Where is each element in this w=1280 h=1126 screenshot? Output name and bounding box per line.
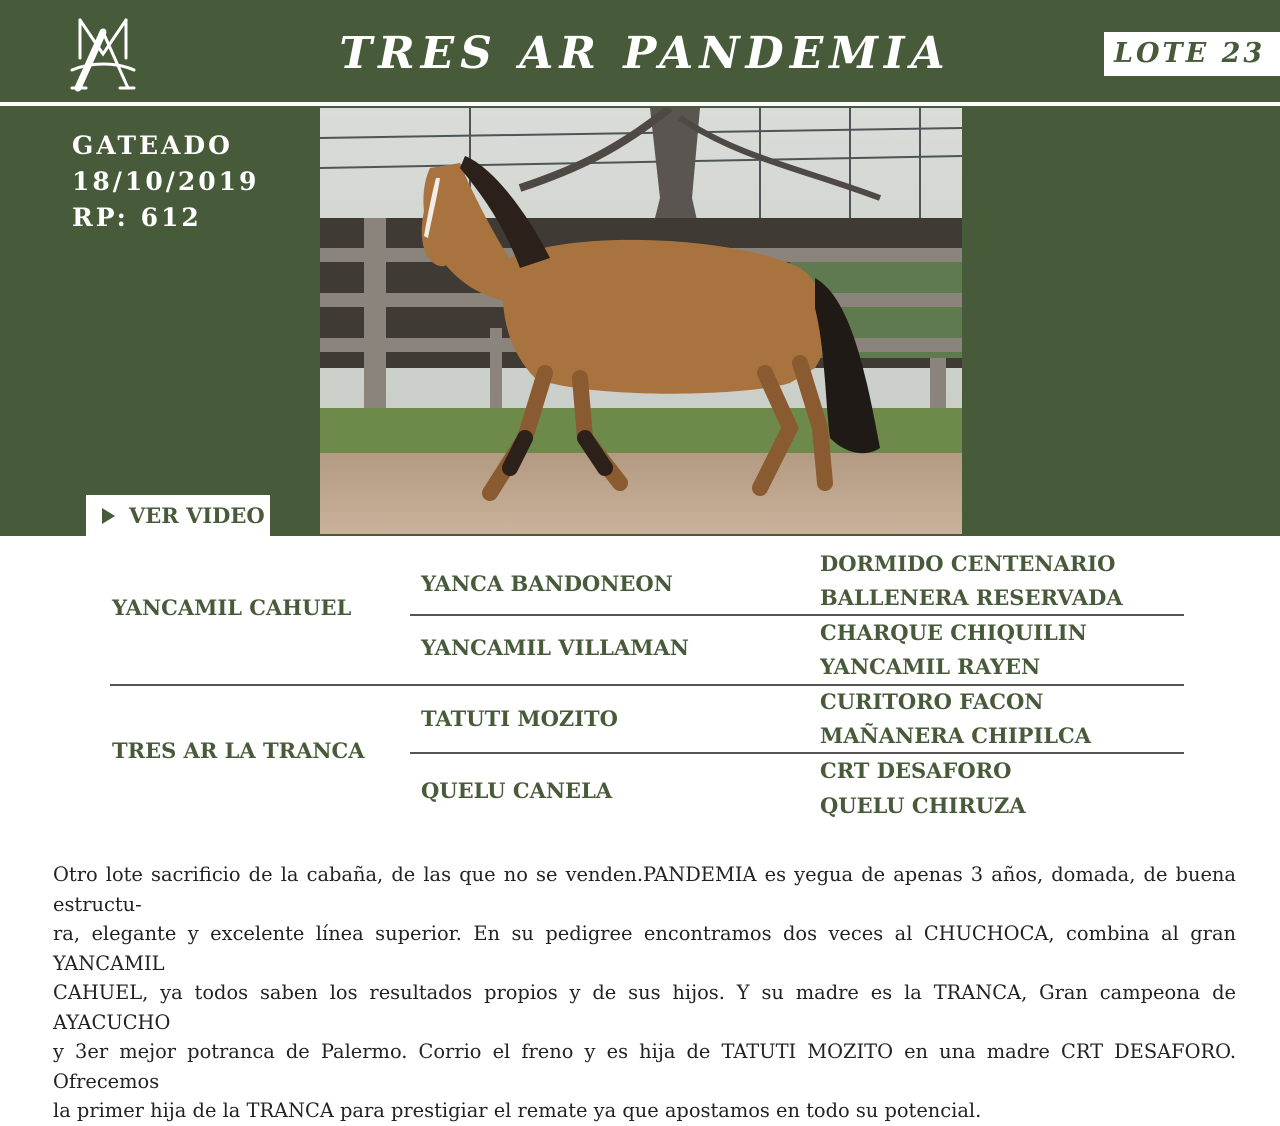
pedigree-ggp-6: MAÑANERA CHIPILCA <box>820 723 1092 748</box>
description-line: ra, elegante y excelente línea superior. En su pedigree encontramos dos veces al CHUCHOCA, combina al gran YANCAMIL <box>53 922 1236 975</box>
pedigree-sire-sire: YANCA BANDONEON <box>421 571 673 596</box>
pedigree-ggp-7: CRT DESAFORO <box>820 758 1012 783</box>
pedigree-ggp-5: CURITORO FACON <box>820 689 1044 714</box>
horse-photo <box>320 108 962 534</box>
pedigree-sire-dam: YANCAMIL VILLAMAN <box>421 635 689 660</box>
birth-date: 18/10/2019 <box>72 167 260 196</box>
monogram-logo-icon <box>66 14 140 94</box>
pedigree-ggp-1: DORMIDO CENTENARIO <box>820 551 1116 576</box>
pedigree-dam-dam: QUELU CANELA <box>421 778 613 803</box>
coat-color: GATEADO <box>72 131 233 160</box>
lot-badge: LOTE 23 <box>1104 32 1280 76</box>
horse-illustration <box>320 108 962 534</box>
pedigree-ggp-8: QUELU CHIRUZA <box>820 793 1026 818</box>
pedigree-divider <box>410 614 1184 616</box>
pedigree-dam: TRES AR LA TRANCA <box>112 738 365 763</box>
pedigree-ggp-3: CHARQUE CHIQUILIN <box>820 620 1087 645</box>
description-line: CAHUEL, ya todos saben los resultados propios y de sus hijos. Y su madre es la TRANCA, Gran campeona de AYACUCHO <box>53 981 1236 1034</box>
description-line: Otro lote sacrificio de la cabaña, de las que no se venden.PANDEMIA es yegua de apenas 3 años, domada, de buena estructu- <box>53 863 1236 916</box>
pedigree-ggp-2: BALLENERA RESERVADA <box>820 585 1123 610</box>
pedigree-dam-sire: TATUTI MOZITO <box>421 706 618 731</box>
ver-video-button[interactable] <box>86 495 270 536</box>
page-title: TRES AR PANDEMIA <box>339 28 951 79</box>
horse-info <box>72 128 259 236</box>
rp-number: RP: 612 <box>72 203 202 232</box>
pedigree-ggp-4: YANCAMIL RAYEN <box>820 654 1041 679</box>
pedigree-divider <box>110 684 1184 686</box>
description-line: y 3er mejor potranca de Palermo. Corrio el freno y es hija de TATUTI MOZITO en una madre CRT DESAFORO. Ofrecemos <box>53 1040 1236 1093</box>
pedigree-sire: YANCAMIL CAHUEL <box>112 595 352 620</box>
ver-video-label: VER VIDEO <box>129 503 265 528</box>
description-line: la primer hija de la TRANCA para prestigiar el remate ya que apostamos en todo su potencial. <box>53 1099 982 1122</box>
description <box>53 860 1236 1126</box>
play-triangle-icon <box>102 508 115 524</box>
header-bar <box>0 0 1280 102</box>
pedigree-divider <box>410 752 1184 754</box>
